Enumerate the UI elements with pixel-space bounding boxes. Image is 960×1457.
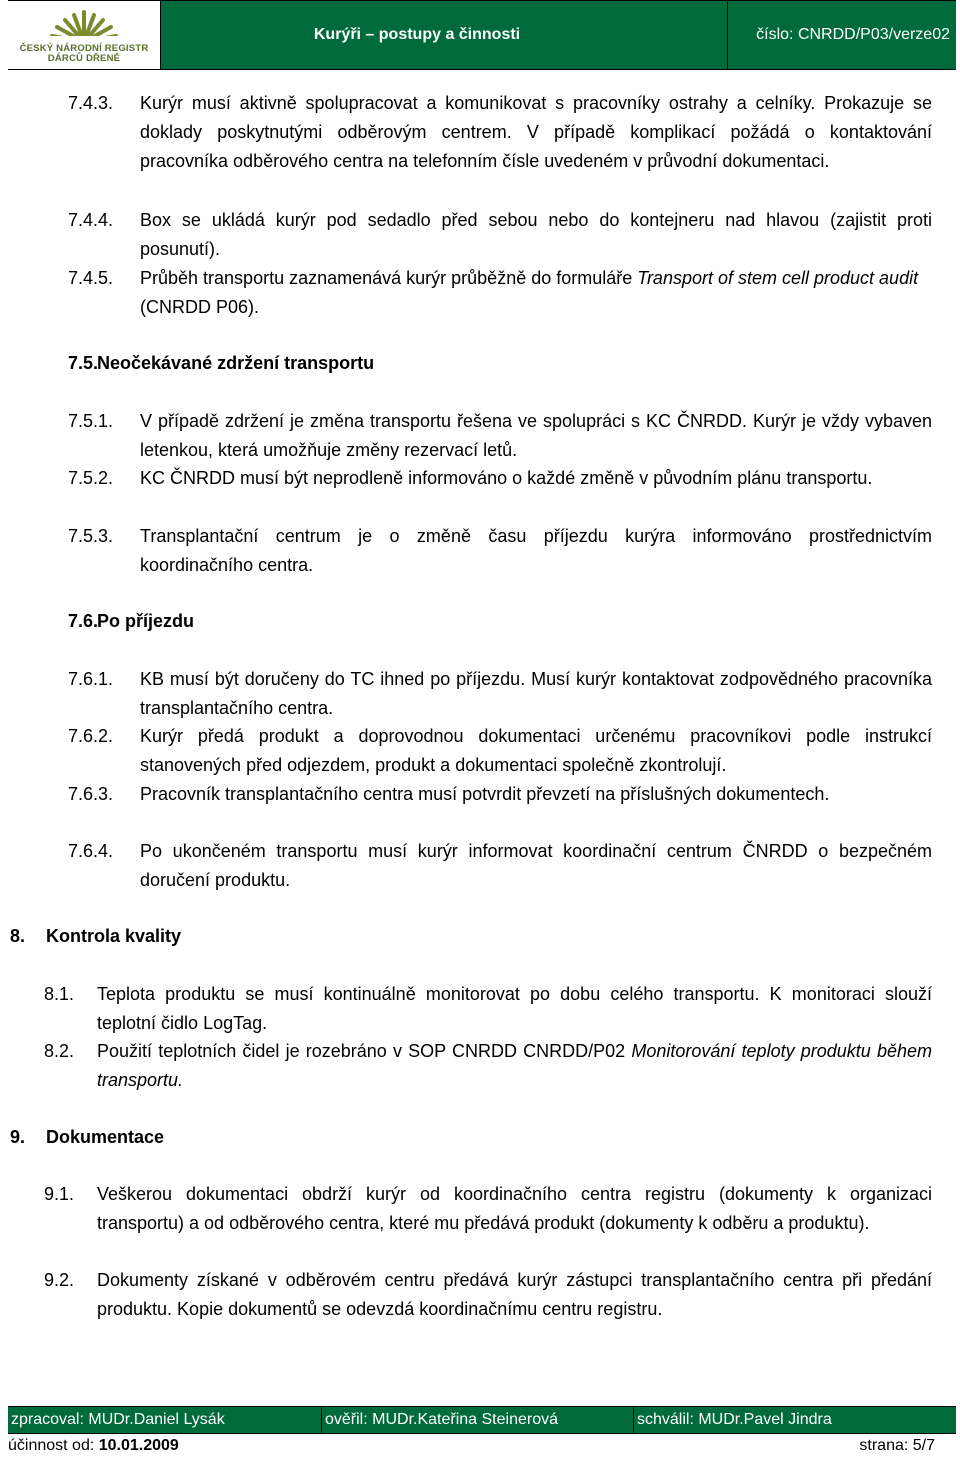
effective-date bbox=[8, 1437, 179, 1455]
clause-text bbox=[140, 264, 932, 322]
heading-number: 7.6. bbox=[68, 611, 99, 631]
sunburst-logo-icon bbox=[44, 6, 124, 44]
verified-by: ověřil: MUDr.Kateřina Steinerová bbox=[322, 1407, 634, 1433]
approved-by: schválil: MUDr.Pavel Jindra bbox=[637, 1411, 832, 1428]
clause-text: Veškerou dokumentaci obdrží kurýr od koordinačního centra registru (dokumenty k organizaci transportu) a od odběrového centra, které mu předává produkt (dokumenty k odběru a produktu). bbox=[97, 1184, 932, 1233]
clause-number: 7.6.3. bbox=[68, 784, 114, 804]
clause-number: 8.2. bbox=[44, 1041, 75, 1061]
clause-number: 7.5.2. bbox=[68, 468, 114, 488]
sop-title-italic: Monitorování teploty produktu během transportu. bbox=[97, 1041, 932, 1090]
clause-text: Kurýr musí aktivně spolupracovat a komunikovat s pracovníky ostrahy a celníky. Prokazuje se doklady poskytnutými odběrovým centrem. V případě komplikací požádá o kontaktování pracovníka odběrového centra na telefonním čísle uvedeném v průvodní dokumentaci. bbox=[140, 93, 932, 171]
prepared-by: zpracoval: MUDr.Daniel Lysák bbox=[8, 1407, 322, 1433]
logo-line2: DÁRCŮ DŘENĚ bbox=[47, 53, 121, 64]
clause-text: KC ČNRDD musí být neprodleně informováno o každé změně v původním plánu transportu. bbox=[140, 468, 873, 488]
clause-text: Box se ukládá kurýr pod sedadlo před sebou nebo do kontejneru nad hlavou (zajistit proti posunutí). bbox=[140, 210, 932, 259]
effective-date-value: 10.01.2009 bbox=[98, 1437, 179, 1454]
clause-text: KB musí být doručeny do TC ihned po příjezdu. Musí kurýr kontaktovat zodpovědného pracovníka transplantačního centra. bbox=[140, 669, 932, 718]
document-number: číslo: CNRDD/P03/verze02 bbox=[756, 26, 950, 43]
clause-number: 7.5.3. bbox=[68, 526, 114, 546]
document-title: Kurýři – postupy a činnosti bbox=[161, 1, 728, 69]
heading-text: Neočekávané zdržení transportu bbox=[97, 353, 375, 373]
heading-text: Kontrola kvality bbox=[46, 926, 182, 946]
clause-number: 7.4.5. bbox=[68, 268, 114, 288]
clause-text: V případě zdržení je změna transportu řešena ve spolupráci s KC ČNRDD. Kurýr je vždy vybaven letenkou, která umožňuje změny rezervací letů. bbox=[140, 411, 932, 460]
logo-line1: ČESKÝ NÁRODNÍ REGISTR bbox=[19, 43, 149, 54]
heading-text: Po příjezdu bbox=[97, 611, 195, 631]
heading-number: 8. bbox=[10, 926, 26, 946]
clause-text: Po ukončeném transportu musí kurýr informovat koordinační centrum ČNRDD o bezpečném doručení produktu. bbox=[140, 841, 932, 890]
effective-label: účinnost od: bbox=[8, 1437, 99, 1454]
clause-number: 7.6.4. bbox=[68, 841, 114, 861]
registry-logo bbox=[8, 1, 161, 69]
page-number: strana: 5/7 bbox=[859, 1437, 935, 1454]
clause-text-end: (CNRDD P06). bbox=[140, 297, 260, 317]
clause-text-start: Použití teplotních čidel je rozebráno v SOP CNRDD CNRDD/P02 bbox=[97, 1041, 632, 1061]
form-name-italic: Transport of stem cell product audit bbox=[637, 268, 919, 288]
page-header bbox=[8, 0, 956, 70]
clause-text: Teplota produktu se musí kontinuálně monitorovat po dobu celého transportu. K monitoraci slouží teplotní čidlo LogTag. bbox=[97, 984, 932, 1033]
clause-text-start: Průběh transportu zaznamenává kurýr průběžně do formuláře bbox=[140, 268, 638, 288]
heading-number: 7.5. bbox=[68, 353, 99, 373]
approval-footer bbox=[8, 1406, 956, 1434]
clause-text: Dokumenty získané v odběrovém centru předává kurýr zástupci transplantačního centra při předání produktu. Kopie dokumentů se odevzdá koordinačnímu centru registru. bbox=[97, 1270, 932, 1319]
clause-text: Transplantační centrum je o změně času příjezdu kurýra informováno prostřednictvím koordinačního centra. bbox=[140, 526, 932, 575]
clause-number: 8.1. bbox=[44, 984, 75, 1004]
clause-text: Kurýr předá produkt a doprovodnou dokumentaci určenému pracovníkovi podle instrukcí stanovených před odjezdem, produkt a dokumentaci společně zkontrolují. bbox=[140, 726, 932, 775]
clause-number: 9.2. bbox=[44, 1270, 75, 1290]
clause-text: Pracovník transplantačního centra musí potvrdit převzetí na příslušných dokumentech. bbox=[140, 784, 830, 804]
clause-number: 7.4.3. bbox=[68, 93, 114, 113]
clause-number: 7.6.2. bbox=[68, 726, 114, 746]
clause-number: 7.5.1. bbox=[68, 411, 114, 431]
clause-number: 7.6.1. bbox=[68, 669, 114, 689]
clause-text bbox=[97, 1037, 932, 1095]
clause-number: 7.4.4. bbox=[68, 210, 114, 230]
heading-text: Dokumentace bbox=[46, 1127, 165, 1147]
heading-number: 9. bbox=[10, 1127, 26, 1147]
clause-number: 9.1. bbox=[44, 1184, 75, 1204]
